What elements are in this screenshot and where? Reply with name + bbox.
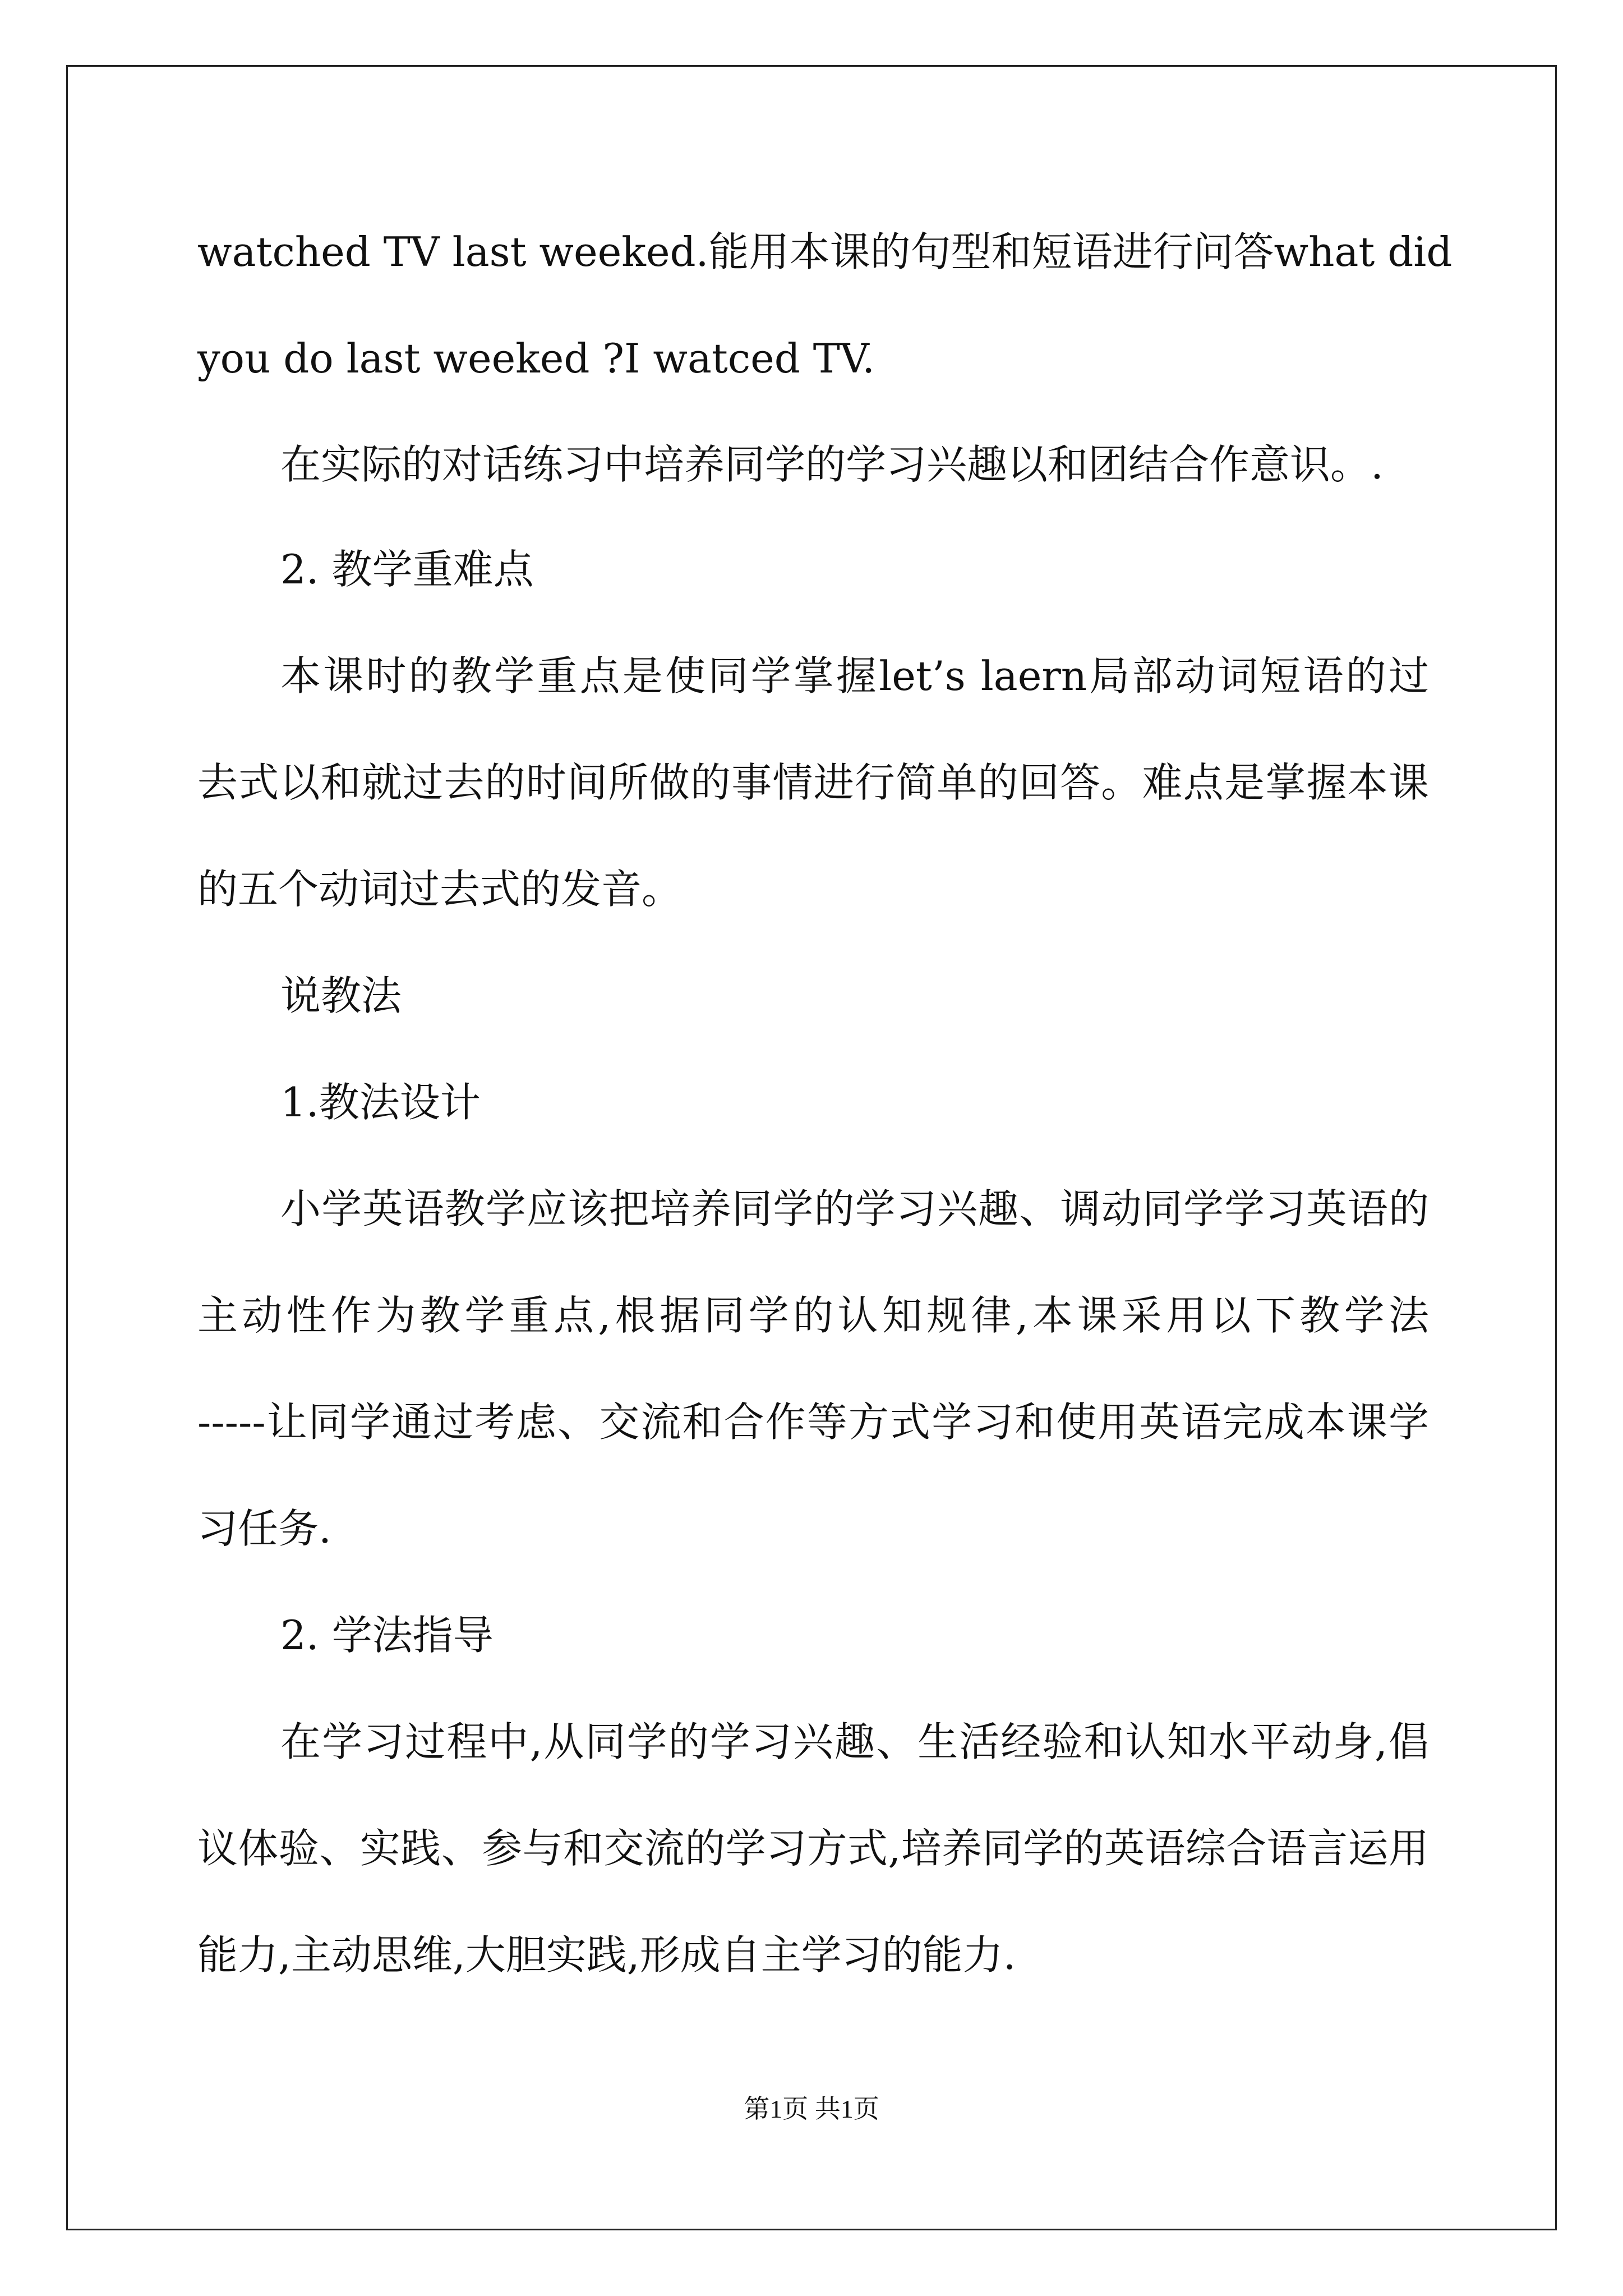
text-line: 本课时的教学重点是使同学掌握let’s laern局部动词短语的过 xyxy=(280,652,1429,700)
text-line: 在学习过程中,从同学的学习兴趣、生活经验和认知水平动身,倡 xyxy=(280,1718,1429,1765)
text-line: 在实际的对话练习中培养同学的学习兴趣以和团结合作意识。. xyxy=(280,441,1384,488)
text-line: 议体验、实践、参与和交流的学习方式,培养同学的英语综合语言运用 xyxy=(197,1825,1429,1872)
section-heading: 2. 教学重难点 xyxy=(280,546,534,593)
page-border xyxy=(66,65,1557,2230)
text-line: 能力,主动思维,大胆实践,形成自主学习的能力. xyxy=(197,1931,1016,1978)
text-line: 去式以和就过去的时间所做的事情进行简单的回答。难点是掌握本课 xyxy=(197,759,1429,806)
section-heading: 2. 学法指导 xyxy=(280,1612,494,1659)
text-line: you do last weeked ?I watced TV. xyxy=(197,335,875,382)
text-line: 习任务. xyxy=(197,1505,331,1552)
text-line: 主动性作为教学重点,根据同学的认知规律,本课采用以下教学法 xyxy=(197,1292,1429,1339)
text-line: 小学英语教学应该把培养同学的学习兴趣、调动同学学习英语的 xyxy=(280,1185,1429,1232)
section-heading: 1.教法设计 xyxy=(280,1079,481,1126)
text-line: watched TV last weeked.能用本课的句型和短语进行问答what did xyxy=(197,228,1453,275)
text-line: 的五个动词过去式的发音。 xyxy=(197,866,683,913)
text-line: -----让同学通过考虑、交流和合作等方式学习和使用英语完成本课学 xyxy=(197,1398,1429,1446)
section-heading: 说教法 xyxy=(280,972,402,1019)
page-number-footer: 第1页 共1页 xyxy=(744,2095,879,2123)
